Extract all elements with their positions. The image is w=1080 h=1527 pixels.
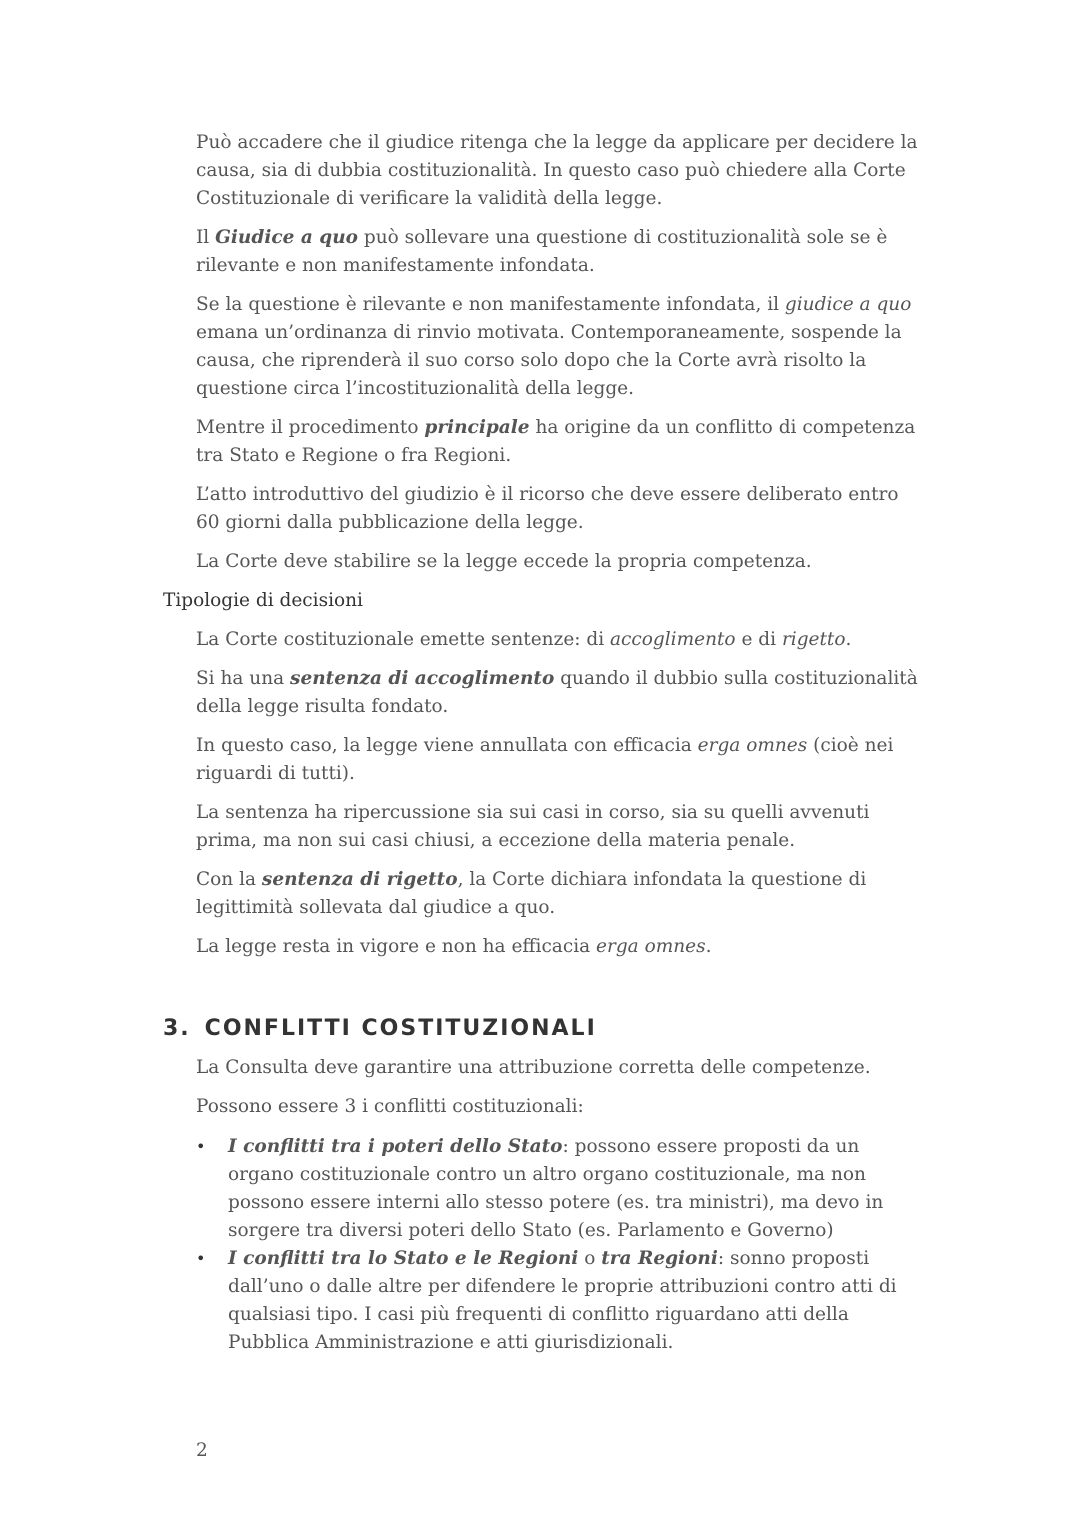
text-span: quando il dubbio sulla costituzionalità della legge risulta fondato. <box>196 668 918 717</box>
list-item <box>196 1245 926 1357</box>
paragraph-consulta <box>196 1054 926 1082</box>
text-span: . <box>845 629 852 650</box>
section-title-text: CONFLITTI COSTITUZIONALI <box>204 1016 597 1041</box>
text-span: Con la <box>196 869 262 890</box>
italic-term: giudice a quo <box>784 294 912 315</box>
text-span: In questo caso, la legge viene annullata con efficacia <box>196 735 698 756</box>
text-span: (cioè nei riguardi di tutti). <box>196 735 894 784</box>
paragraph-sentenze <box>196 626 926 654</box>
paragraph-text: Può accadere che il giudice ritenga che la legge da applicare per decidere la causa, sia di dubbia costituzionalità. In questo caso può chiedere alla Corte Costituzionale di verificare la validità della legge. <box>196 132 918 209</box>
paragraph-atto-introduttivo <box>196 481 926 537</box>
text-span: La sentenza ha ripercussione sia sui casi in corso, sia su quelli avvenuti prima, ma non sui casi chiusi, a eccezione della materia penale. <box>196 802 870 851</box>
bold-term: I conflitti tra i poteri dello Stato <box>228 1136 563 1157</box>
paragraph-legge-vigore <box>196 933 926 961</box>
text-span: ha origine da un conflitto di competenza tra Stato e Regione o fra Regioni. <box>196 417 916 466</box>
section-heading <box>163 1016 597 1041</box>
italic-term: accoglimento <box>610 629 736 650</box>
paragraph-giudice-a-quo <box>196 224 926 280</box>
paragraph-rigetto <box>196 866 926 922</box>
text-span: . <box>705 936 712 957</box>
bold-term: principale <box>424 417 530 438</box>
text-span: La Corte costituzionale emette sentenze: di <box>196 629 611 650</box>
paragraph-ripercussione <box>196 799 926 855</box>
text-span: : sonno proposti dall’uno o dalle altre per difendere le proprie attribuzioni contro atti di qualsiasi tipo. I casi più frequenti di conflitto riguardano atti della Pubblica Amministrazione e atti giurisdizionali. <box>228 1248 897 1353</box>
bold-term: sentenza di accoglimento <box>290 668 555 689</box>
text-span: Mentre il procedimento <box>196 417 425 438</box>
paragraph-accoglimento <box>196 665 926 721</box>
bold-term: tra Regioni <box>601 1248 718 1269</box>
paragraph-principale <box>196 414 926 470</box>
paragraph-possono <box>196 1093 926 1121</box>
text-span: L’atto introduttivo del giudizio è il ricorso che deve essere deliberato entro 60 giorni dalla pubblicazione della legge. <box>196 484 899 533</box>
page-number: 2 <box>196 1440 208 1461</box>
italic-term: rigetto <box>781 629 846 650</box>
text-span: Possono essere 3 i conflitti costituzionali: <box>196 1096 584 1117</box>
paragraph-ordinanza <box>196 291 926 403</box>
text-span: , la Corte dichiara infondata la questione di legittimità sollevata dal giudice a quo. <box>196 869 867 918</box>
text-span: emana un’ordinanza di rinvio motivata. Contemporaneamente, sospende la causa, che riprenderà il suo corso solo dopo che la Corte avrà risolto la questione circa l’incostituzionalità della legge. <box>196 322 902 399</box>
bold-term: sentenza di rigetto <box>261 869 458 890</box>
section-number: 3. <box>163 1016 191 1041</box>
text-span: può sollevare una questione di costituzionalità sole se è rilevante e non manifestamente infondata. <box>196 227 888 276</box>
paragraph-competenza <box>196 548 926 576</box>
subheading-tipologie: Tipologie di decisioni <box>163 590 363 611</box>
text-span: La Consulta deve garantire una attribuzione corretta delle competenze. <box>196 1057 871 1078</box>
text-span: o <box>578 1248 602 1269</box>
bullet-icon: • <box>196 1249 206 1268</box>
text-span: Il <box>196 227 216 248</box>
text-span: e di <box>735 629 782 650</box>
bold-term: I conflitti tra lo Stato e le Regioni <box>228 1248 579 1269</box>
text-span: La legge resta in vigore e non ha efficacia <box>196 936 597 957</box>
paragraph-giudice-dubbio <box>196 129 926 213</box>
italic-term: erga omnes <box>697 735 808 756</box>
text-span: La Corte deve stabilire se la legge eccede la propria competenza. <box>196 551 812 572</box>
list-item <box>196 1133 926 1245</box>
text-span: Se la questione è rilevante e non manifestamente infondata, il <box>196 294 785 315</box>
paragraph-erga-omnes <box>196 732 926 788</box>
italic-term: erga omnes <box>596 936 706 957</box>
bullet-icon: • <box>196 1137 206 1156</box>
conflicts-list <box>196 1133 926 1357</box>
bold-term: Giudice a quo <box>215 227 358 248</box>
text-span: Si ha una <box>196 668 291 689</box>
text-span: : possono essere proposti da un organo costituzionale contro un altro organo costituzionale, ma non possono essere interni allo stesso potere (es. tra ministri), ma devo in sorgere tra diversi poteri dello Stato (es. Parlamento e Governo) <box>228 1136 884 1241</box>
